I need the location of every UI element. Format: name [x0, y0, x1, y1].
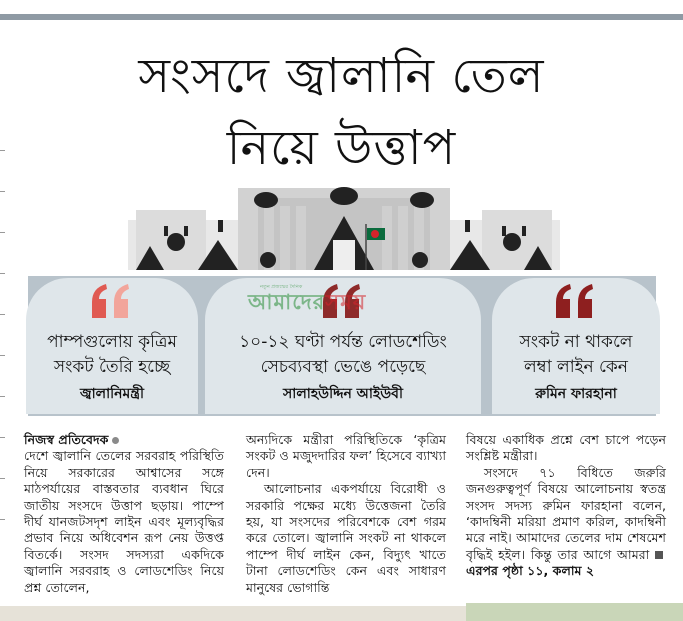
article-byline: নিজস্ব প্রতিবেদক [24, 432, 224, 448]
article-paragraph: দেশে জ্বালানি তেলের সরবরাহ পরিস্থিতি নিয়ে সরকারের আশ্বাসের সঙ্গে মাঠপর্যায়ের বাস্তবতার ব্যবধান ঘিরে জাতীয় সংসদে উত্তাপ ছড়ায়। পাম্পে দীর্ঘ যানজটসদৃশ লাইন এবং মূল্যবৃদ্ধির প্রভাব নিয়ে অধিবেশন রূপ নেয় উত্তপ্ত বিতর্কে। সংসদ সদস্যরা একদিকে জ্বালানি সরবরাহ ও লোডশেডিং নিয়ে প্রশ্ন তোলেন, [24, 448, 224, 595]
quote-text: পাম্পগুলোয় কৃত্রিম সংকট তৈরি হচ্ছে [47, 332, 177, 377]
quote-text: সংকট না থাকলে লম্বা লাইন কেন [519, 332, 633, 377]
bottom-edge-photo-strip [466, 603, 683, 621]
watermark-tagline: নতুন প্রজন্মের দৈনিক [260, 284, 303, 290]
quote-speaker: জ্বালানিমন্ত্রী [79, 386, 145, 402]
headline-line-1: সংসদে জ্বালানি তেল [138, 48, 545, 104]
article-column-1 [24, 432, 224, 596]
quote-speaker: সালাহউদ্দিন আইউবী [283, 386, 403, 402]
quote-mark-icon [492, 282, 660, 324]
article-column-3 [466, 432, 666, 580]
quote-speaker: রুমিন ফারহানা [535, 386, 617, 402]
article-column-2 [246, 432, 446, 596]
square-icon [655, 551, 663, 559]
margin-marks [0, 150, 6, 560]
quote-card [26, 278, 198, 414]
article-paragraph: অন্যদিকে মন্ত্রীরা পরিস্থিতিকে ‘কৃত্রিম সংকট ও মজুদদারির ফল’ হিসেবে ব্যাখ্যা দেন। [246, 432, 446, 480]
quote-text: ১০-১২ ঘণ্টা পর্যন্ত লোডশেডিং সেচব্যবস্থা ভেঙে পড়েছে [239, 332, 447, 377]
quote-card [492, 278, 660, 414]
bullet-icon [112, 437, 119, 444]
newspaper-watermark-logo: আমাদেরসময় [248, 290, 367, 314]
article-paragraph: সংসদে ৭১ বিধিতে জরুরি জনগুরুত্বপূর্ণ বিষয়ে আলোচনায় স্বতন্ত্র সংসদ সদস্য রুমিন ফারহানা বলেন, ‘কাদম্বিনী মরিয়া প্রমাণ করিল, কাদম্বিনী মরে নাই। আমাদের তেলের দাম শেষমেশ বৃদ্ধিই হইল। কিন্তু তার আগে আমরা এরপর পৃষ্ঠা ১১, কলাম ২ [466, 464, 666, 579]
continued-on-page: এরপর পৃষ্ঠা ১১, কলাম ২ [466, 547, 666, 578]
top-rule [0, 14, 683, 20]
article-paragraph: আলোচনার একপর্যায়ে বিরোধী ও সরকারি পক্ষের মধ্যে উত্তেজনা তৈরি হয়, যা সংসদের পরিবেশকে বেশ গরম করে তোলে। জ্বালানি সংকট না থাকলে পাম্পে দীর্ঘ লাইন কেন, বিদ্যুৎ খাতে টানা লোডশেডিং কেন এবং সাধারণ মানুষের ভোগান্তি [246, 481, 446, 595]
parliament-building-illustration [128, 180, 560, 270]
article-paragraph: বিষয়ে একাধিক প্রশ্নে বেশ চাপে পড়েন সংশ্লিষ্ট মন্ত্রীরা। [466, 432, 666, 464]
headline-line-2: নিয়ে উত্তাপ [226, 120, 457, 176]
quote-mark-icon [26, 282, 198, 324]
